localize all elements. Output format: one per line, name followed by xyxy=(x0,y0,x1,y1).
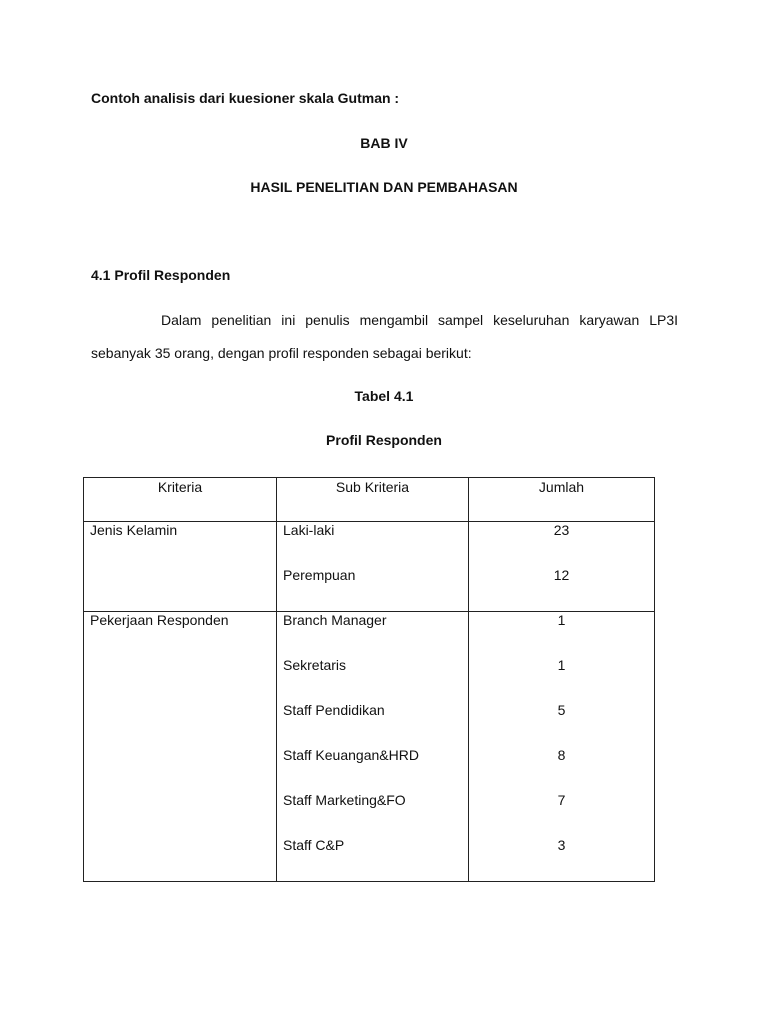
jumlah-value: 5 xyxy=(557,702,566,718)
jumlah-value: 12 xyxy=(553,567,570,583)
sub-kriteria-cell xyxy=(277,522,469,612)
sub-item: Branch Manager xyxy=(283,612,387,628)
jumlah-cell xyxy=(469,612,655,882)
paragraph-line-1: Dalam penelitian ini penulis mengambil sampel keseluruhan karyawan LP3I xyxy=(161,312,678,328)
jumlah-value: 1 xyxy=(557,657,566,673)
table-row xyxy=(84,522,655,612)
header-sub-kriteria: Sub Kriteria xyxy=(277,478,469,522)
sub-item: Sekretaris xyxy=(283,657,347,673)
sub-item: Staff Marketing&FO xyxy=(283,792,406,808)
table-row xyxy=(84,612,655,882)
sub-item: Perempuan xyxy=(283,567,356,583)
header-kriteria: Kriteria xyxy=(84,478,277,522)
kriteria-cell: Jenis Kelamin xyxy=(84,522,277,612)
sub-item: Staff Keuangan&HRD xyxy=(283,747,419,763)
jumlah-value: 8 xyxy=(557,747,566,763)
sub-item: Staff C&P xyxy=(283,837,345,853)
kriteria-cell: Pekerjaan Responden xyxy=(84,612,277,882)
header-jumlah: Jumlah xyxy=(469,478,655,522)
table-header-row xyxy=(84,478,655,522)
jumlah-cell xyxy=(469,522,655,612)
table-label: Tabel 4.1 xyxy=(354,388,414,404)
chapter-label: BAB IV xyxy=(360,135,408,151)
jumlah-value: 3 xyxy=(557,837,566,853)
sub-item: Staff Pendidikan xyxy=(283,702,385,718)
sub-item: Laki-laki xyxy=(283,522,335,538)
table-title: Profil Responden xyxy=(326,432,442,448)
intro-line: Contoh analisis dari kuesioner skala Gutman : xyxy=(91,90,400,106)
section-heading: 4.1 Profil Responden xyxy=(91,267,231,283)
chapter-title: HASIL PENELITIAN DAN PEMBAHASAN xyxy=(250,179,518,195)
sub-kriteria-cell xyxy=(277,612,469,882)
jumlah-value: 1 xyxy=(557,612,566,628)
profile-table xyxy=(83,477,655,882)
jumlah-value: 23 xyxy=(553,522,570,538)
jumlah-value: 7 xyxy=(557,792,566,808)
paragraph-line-2: sebanyak 35 orang, dengan profil responden sebagai berikut: xyxy=(91,345,472,361)
